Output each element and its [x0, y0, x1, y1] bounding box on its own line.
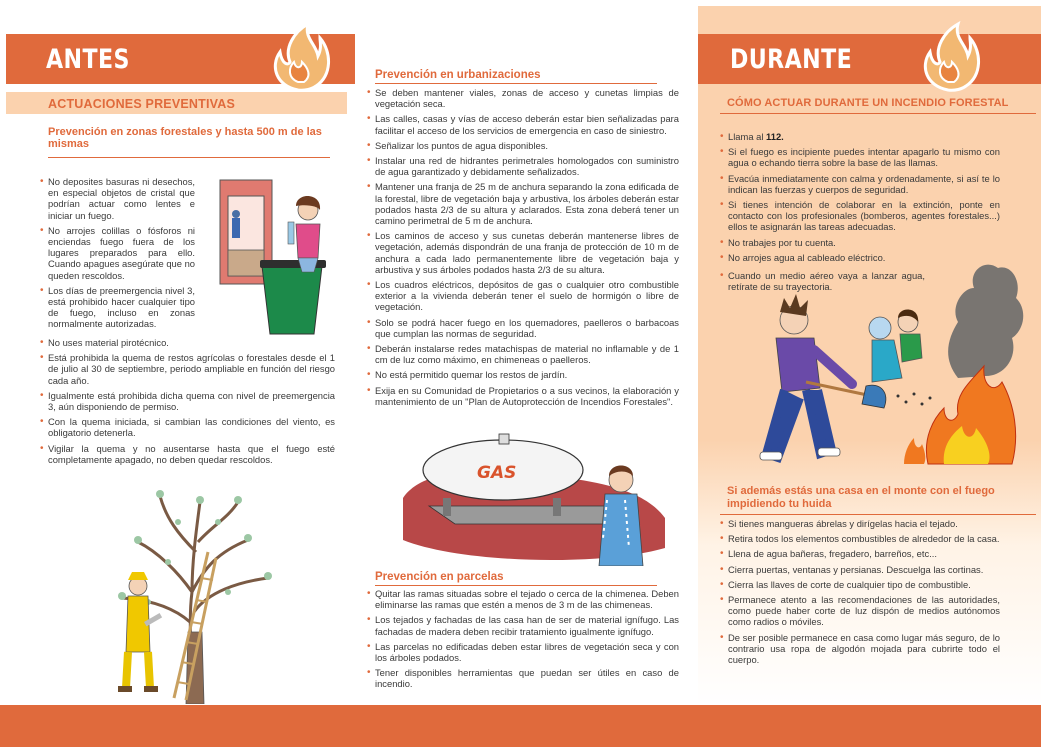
- parcelas-rule: [375, 585, 657, 586]
- list-item: • Retira todos los elementos combustibles de alrededor de la casa.: [720, 533, 1000, 544]
- flame-icon: [918, 20, 984, 92]
- casa-rule: [720, 514, 1036, 515]
- casa-bullets: [720, 518, 1000, 669]
- list-item: • Los tejados y fachadas de las casa han de ser de material ignífugo. Las fachadas de madera deben recibir tratamiento igualmente ignífugo.: [367, 614, 679, 636]
- urbanizaciones-rule: [375, 83, 657, 84]
- antes-bullets-wide: [40, 337, 335, 469]
- list-item: • No deposites basuras ni desechos, en especial objetos de cristal que podrían actuar como lentes e iniciar un fuego.: [40, 176, 195, 221]
- list-item: • No uses material pirotécnico.: [40, 337, 335, 348]
- list-item: • Se deben mantener viales, zonas de acceso y cunetas limpias de vegetación seca.: [367, 87, 679, 109]
- parcelas-bullets: [367, 588, 679, 694]
- list-item: • De ser posible permanece en casa como lugar más seguro, de lo contrario usa ropa de algodón mojada para cubrirte todo el cuerpo.: [720, 632, 1000, 666]
- list-item: • Evacúa inmediatamente con calma y ordenadamente, si así te lo indican las fuerzas y cuerpos de seguridad.: [720, 173, 1000, 195]
- durante-section-title: CÓMO ACTUAR DURANTE UN INCENDIO FORESTAL: [727, 97, 1009, 109]
- list-item: • Cierra puertas, ventanas y persianas. Descuelga las cortinas.: [720, 564, 1000, 575]
- list-item: • Instalar una red de hidrantes perimetrales homologados con suministro de agua garantizado y debidamente señalizados.: [367, 155, 679, 177]
- list-item: • Los días de preemergencia nivel 3, está prohibido hacer cualquier tipo de fuego, incluso en zonas normalmente autorizadas.: [40, 285, 195, 330]
- call-prefix: Llama al: [728, 131, 767, 142]
- list-item: • Llena de agua bañeras, fregadero, barreños, etc...: [720, 548, 1000, 559]
- list-item: • Las parcelas no edificadas deben estar libres de vegetación seca y con los árboles podados.: [367, 641, 679, 663]
- antes-bullets-narrow: [40, 176, 195, 334]
- durante-banner: [698, 34, 1041, 84]
- list-item: • Si el fuego es incipiente puedes intentar apagarlo tu mismo con agua o echando tierra sobre la base de las llamas.: [720, 146, 1000, 168]
- antes-banner-title: ANTES: [46, 44, 130, 75]
- panel-durante: [690, 0, 1041, 747]
- list-item: • Permanece atento a las recomendaciones de las autoridades, como puede haber corte de luz dispón de medios autónomos como radios o móviles.: [720, 594, 1000, 628]
- list-item: • Cierra las llaves de corte de cualquier tipo de combustible.: [720, 579, 1000, 590]
- list-item: • Quitar las ramas situadas sobre el tejado o cerca de la chimenea. Deben eliminarse las ramas que estén a menos de 3 m de las chimeneas.: [367, 588, 679, 610]
- gas-tank-illustration: [403, 428, 665, 566]
- list-item: • Igualmente está prohibida dicha quema con nivel de preemergencia 3, aún disponiendo de permiso.: [40, 390, 335, 412]
- recycling-illustration: [210, 176, 335, 336]
- list-item: • Vigilar la quema y no ausentarse hasta que el fuego esté completamente apagado, no deben quedar rescoldos.: [40, 443, 335, 465]
- list-item: • Mantener una franja de 25 m de anchura separando la zona edificada de la forestal, libre de vegetación baja y arbustiva, los árboles deberán estar podados hasta 2/3 de su altura y aclarados. Esta zona deberá tener un camino perimetral de 5 m de anchura.: [367, 181, 679, 226]
- list-item: • Si tienes intención de colaborar en la extinción, ponte en contacto con los profesionales (bomberos, agentes forestales...) ellos te asignarán las tareas adecuadas.: [720, 199, 1000, 233]
- flame-icon: [268, 20, 334, 92]
- list-item: • Solo se podrá hacer fuego en los quemadores, paelleros o barbacoas que cumplan las normas de seguridad.: [367, 317, 679, 339]
- urbanizaciones-bullets: [367, 87, 679, 411]
- panel-antes: [0, 0, 355, 747]
- list-item: • Exija en su Comunidad de Propietarios o a sus vecinos, la elaboración y mantenimiento de un "Plan de Autoprotección de Incendios Forestales".: [367, 385, 679, 407]
- list-item: • Deberán instalarse redes matachispas de material no inflamable y de 1 cm de luz como máximo, en chimeneas o paelleros.: [367, 343, 679, 365]
- durante-banner-title: DURANTE: [730, 44, 853, 75]
- list-item: • Señalizar los puntos de agua disponibles.: [367, 140, 679, 151]
- list-item: • No arrojes colillas o fósforos ni enciendas fuego fuera de los lugares preparados para ello. Cuando apagues asegúrate que no queden rescoldos.: [40, 225, 195, 281]
- list-item: • No está permitido quemar los restos de jardín.: [367, 369, 679, 380]
- list-item: • No arrojes agua al cableado eléctrico.: [720, 252, 1000, 263]
- list-item: • Cuando un medio aéreo vaya a lanzar agua, retírate de su trayectoria.: [720, 270, 925, 292]
- list-item: • Las calles, casas y vías de acceso deberán estar bien señalizadas para facilitar el acceso de los servicios de emergencia en caso de siniestro.: [367, 113, 679, 135]
- list-item: • Los cuadros eléctricos, depósitos de gas o cualquier otro combustible exterior a la vivienda deberán tener el suelo de hormigón o libre de vegetación.: [367, 279, 679, 313]
- zone-title: Prevención en zonas forestales y hasta 500 m de las mismas: [48, 126, 322, 150]
- durante-section-rule: [720, 113, 1036, 114]
- gas-label: GAS: [477, 463, 517, 483]
- casa-title: Si además estás una casa en el monte con el fuego impidiendo tu huida: [727, 485, 995, 510]
- section-title: ACTUACIONES PREVENTIVAS: [48, 97, 236, 111]
- list-item: • No trabajes por tu cuenta.: [720, 237, 1000, 248]
- panel-prevencion: [355, 0, 690, 747]
- emergency-number: 112.: [766, 131, 784, 142]
- zone-title-rule: [48, 157, 330, 158]
- durante-bullets: [720, 131, 1000, 267]
- list-item: • Tener disponibles herramientas que puedan ser útiles en caso de incendio.: [367, 667, 679, 689]
- list-item: • Los caminos de acceso y sus cunetas deberán mantenerse libres de vegetación, además dispondrán de una franja de protección de 10 m de anchura a cada lado permanentemente libre de vegetación baja y arbustiva y sus árboles podados hasta 2/3 de su altura.: [367, 230, 679, 275]
- firefighting-illustration: [722, 258, 1036, 470]
- list-item: • Si tienes mangueras ábrelas y dirígelas hacia el tejado.: [720, 518, 1000, 529]
- pruning-tree-illustration: [108, 482, 283, 704]
- list-item: • Está prohibida la quema de restos agrícolas o forestales desde el 1 de julio al 30 de septiembre, periodo ampliable en función del riesgo cada año.: [40, 352, 335, 386]
- list-item: • Con la quema iniciada, si cambian las condiciones del viento, es obligatorio detenerla.: [40, 416, 335, 438]
- urbanizaciones-title: Prevención en urbanizaciones: [375, 69, 541, 81]
- list-item: [720, 131, 1000, 142]
- parcelas-title: Prevención en parcelas: [375, 571, 504, 583]
